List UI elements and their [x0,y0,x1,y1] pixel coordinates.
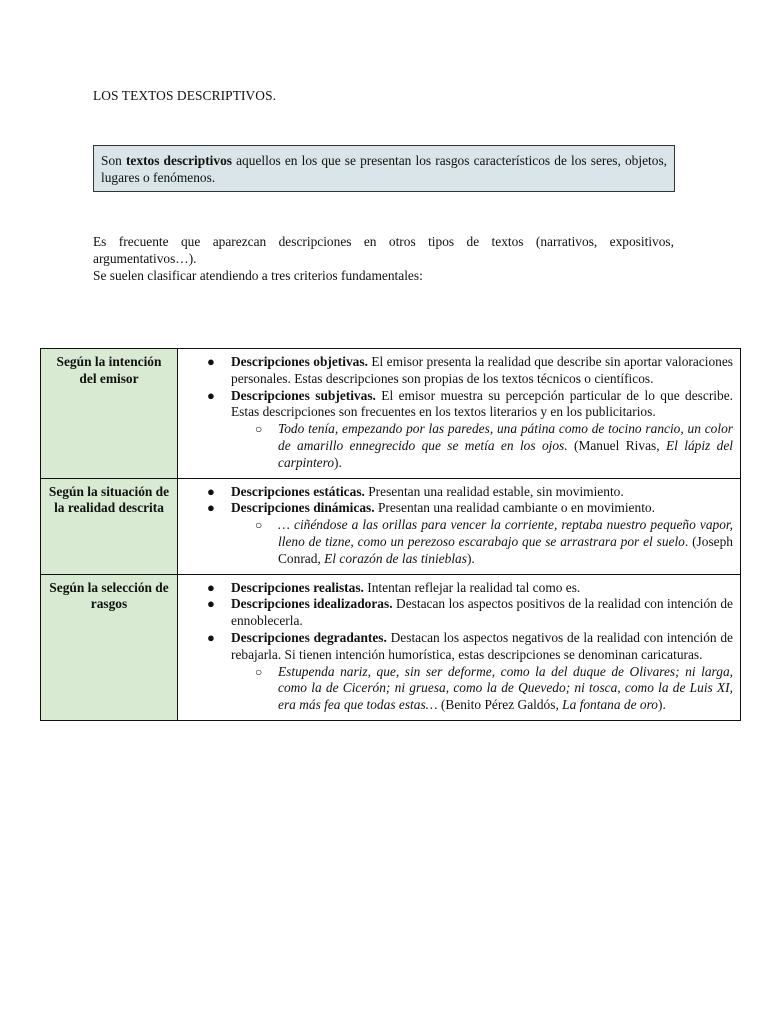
description-list [178,484,733,568]
criterion-header: Según la intención del emisor [41,349,178,479]
example-source: . (Joseph Conrad, [278,533,734,566]
bullet-icon: ● [207,629,215,645]
description-text: Destacan los aspectos positivos de la realidad con intención de ennoblecerla. [231,596,733,629]
example-container [178,421,733,471]
description-text: El emisor presenta la realidad que describe sin aportar valoraciones personales. Estas descripciones son propias de los textos técnicos o científicos. [231,354,734,386]
example-source-end: ). [658,697,666,713]
definition-text-before: Son [101,153,126,168]
list-item [178,596,733,630]
list-item [178,580,733,597]
list-item [178,500,733,517]
criterion-header: Según la situación de la realidad descrita [41,478,178,574]
circle-bullet-icon: ○ [255,422,263,437]
bullet-icon: ● [207,596,215,612]
description-term: Descripciones objetivas. [231,354,368,369]
document-title: LOS TEXTOS DESCRIPTIVOS. [93,88,277,103]
example-item [178,421,733,471]
list-item [178,484,733,501]
description-text: Destacan los aspectos negativos de la realidad con intención de rebajarla. Si tienen intención humorística, estas descripciones se denominan caricaturas. [231,629,733,662]
example-list [178,664,733,714]
bullet-icon: ● [207,387,215,403]
bullet-icon: ● [207,483,215,499]
example-item [178,517,733,567]
list-item [178,388,733,422]
example-container [178,664,733,714]
example-container [178,517,733,567]
example-item [178,664,733,714]
example-source: (Manuel Rivas, [567,437,666,453]
example-source-title: El corazón de las tinieblas [324,550,467,566]
circle-bullet-icon: ○ [255,664,263,679]
description-term: Descripciones subjetivas. [231,387,376,403]
example-list [178,421,733,471]
definition-text-after: aquellos en los que se presentan los rasgos característicos de los seres, objetos, lugares o fenómenos. [101,153,668,185]
bullet-icon: ● [207,579,215,595]
description-term: Descripciones degradantes. [231,629,387,645]
intro-paragraph: Es frecuente que aparezcan descripciones en otros tipos de textos (narrativos, expositivos, argumentativos…). [93,234,674,266]
table-row [41,349,741,479]
definition-box [93,145,675,192]
example-source: (Benito Pérez Galdós, [437,697,563,713]
table-row [41,574,741,720]
example-quote: Todo tenía, empezando por las paredes, una pátina como de tocino rancio, un color de amarillo ennegrecido que se metía en los ojos. [278,421,733,453]
description-term: Descripciones idealizadoras. [231,596,393,612]
definition-term: textos descriptivos [125,153,232,168]
example-quote: … ciñéndose a las orillas para vencer la corriente, reptaba nuestro pequeño vapor, lleno de tizne, como un perezoso escarabajo que se arrastrara por el suelo [278,517,733,549]
description-list [178,580,733,714]
description-text: El emisor muestra su percepción particular de lo que describe. Estas descripciones son frecuentes en los textos literarios y en los publicitarios. [231,387,733,420]
criteria-table [40,348,741,721]
bullet-icon: ● [207,354,215,369]
example-source-title: La fontana de oro [562,697,659,713]
intro-text [93,233,674,284]
example-quote: Estupenda nariz, que, sin ser deforme, como la del duque de Olivares; ni larga, como la de Cicerón; ni gruesa, como la de Quevedo; ni tosca, como la de Luis XI, era más fea que todas estas… [278,663,733,713]
bullet-icon: ● [207,500,215,516]
table-row [41,478,741,574]
criterion-content [178,349,741,479]
example-source-end: ). [334,454,342,470]
description-term: Descripciones estáticas. [231,483,365,499]
example-source-title: El lápiz del carpintero [278,437,734,470]
description-term: Descripciones dinámicas. [231,500,375,516]
example-list [178,517,733,567]
list-item [178,354,733,388]
description-text: Presentan una realidad estable, sin movimiento. [364,483,624,499]
description-list [178,354,733,472]
description-term: Descripciones realistas. [231,579,364,595]
circle-bullet-icon: ○ [255,518,263,533]
criterion-header: Según la selección de rasgos [41,574,178,720]
criterion-content [178,478,741,574]
list-item [178,630,733,664]
example-source-end: ). [466,550,475,566]
criterion-content [178,574,741,720]
description-text: Intentan reflejar la realidad tal como es. [363,579,581,595]
intro-paragraph: Se suelen clasificar atendiendo a tres criterios fundamentales: [93,268,423,283]
description-text: Presentan una realidad cambiante o en movimiento. [374,500,655,516]
